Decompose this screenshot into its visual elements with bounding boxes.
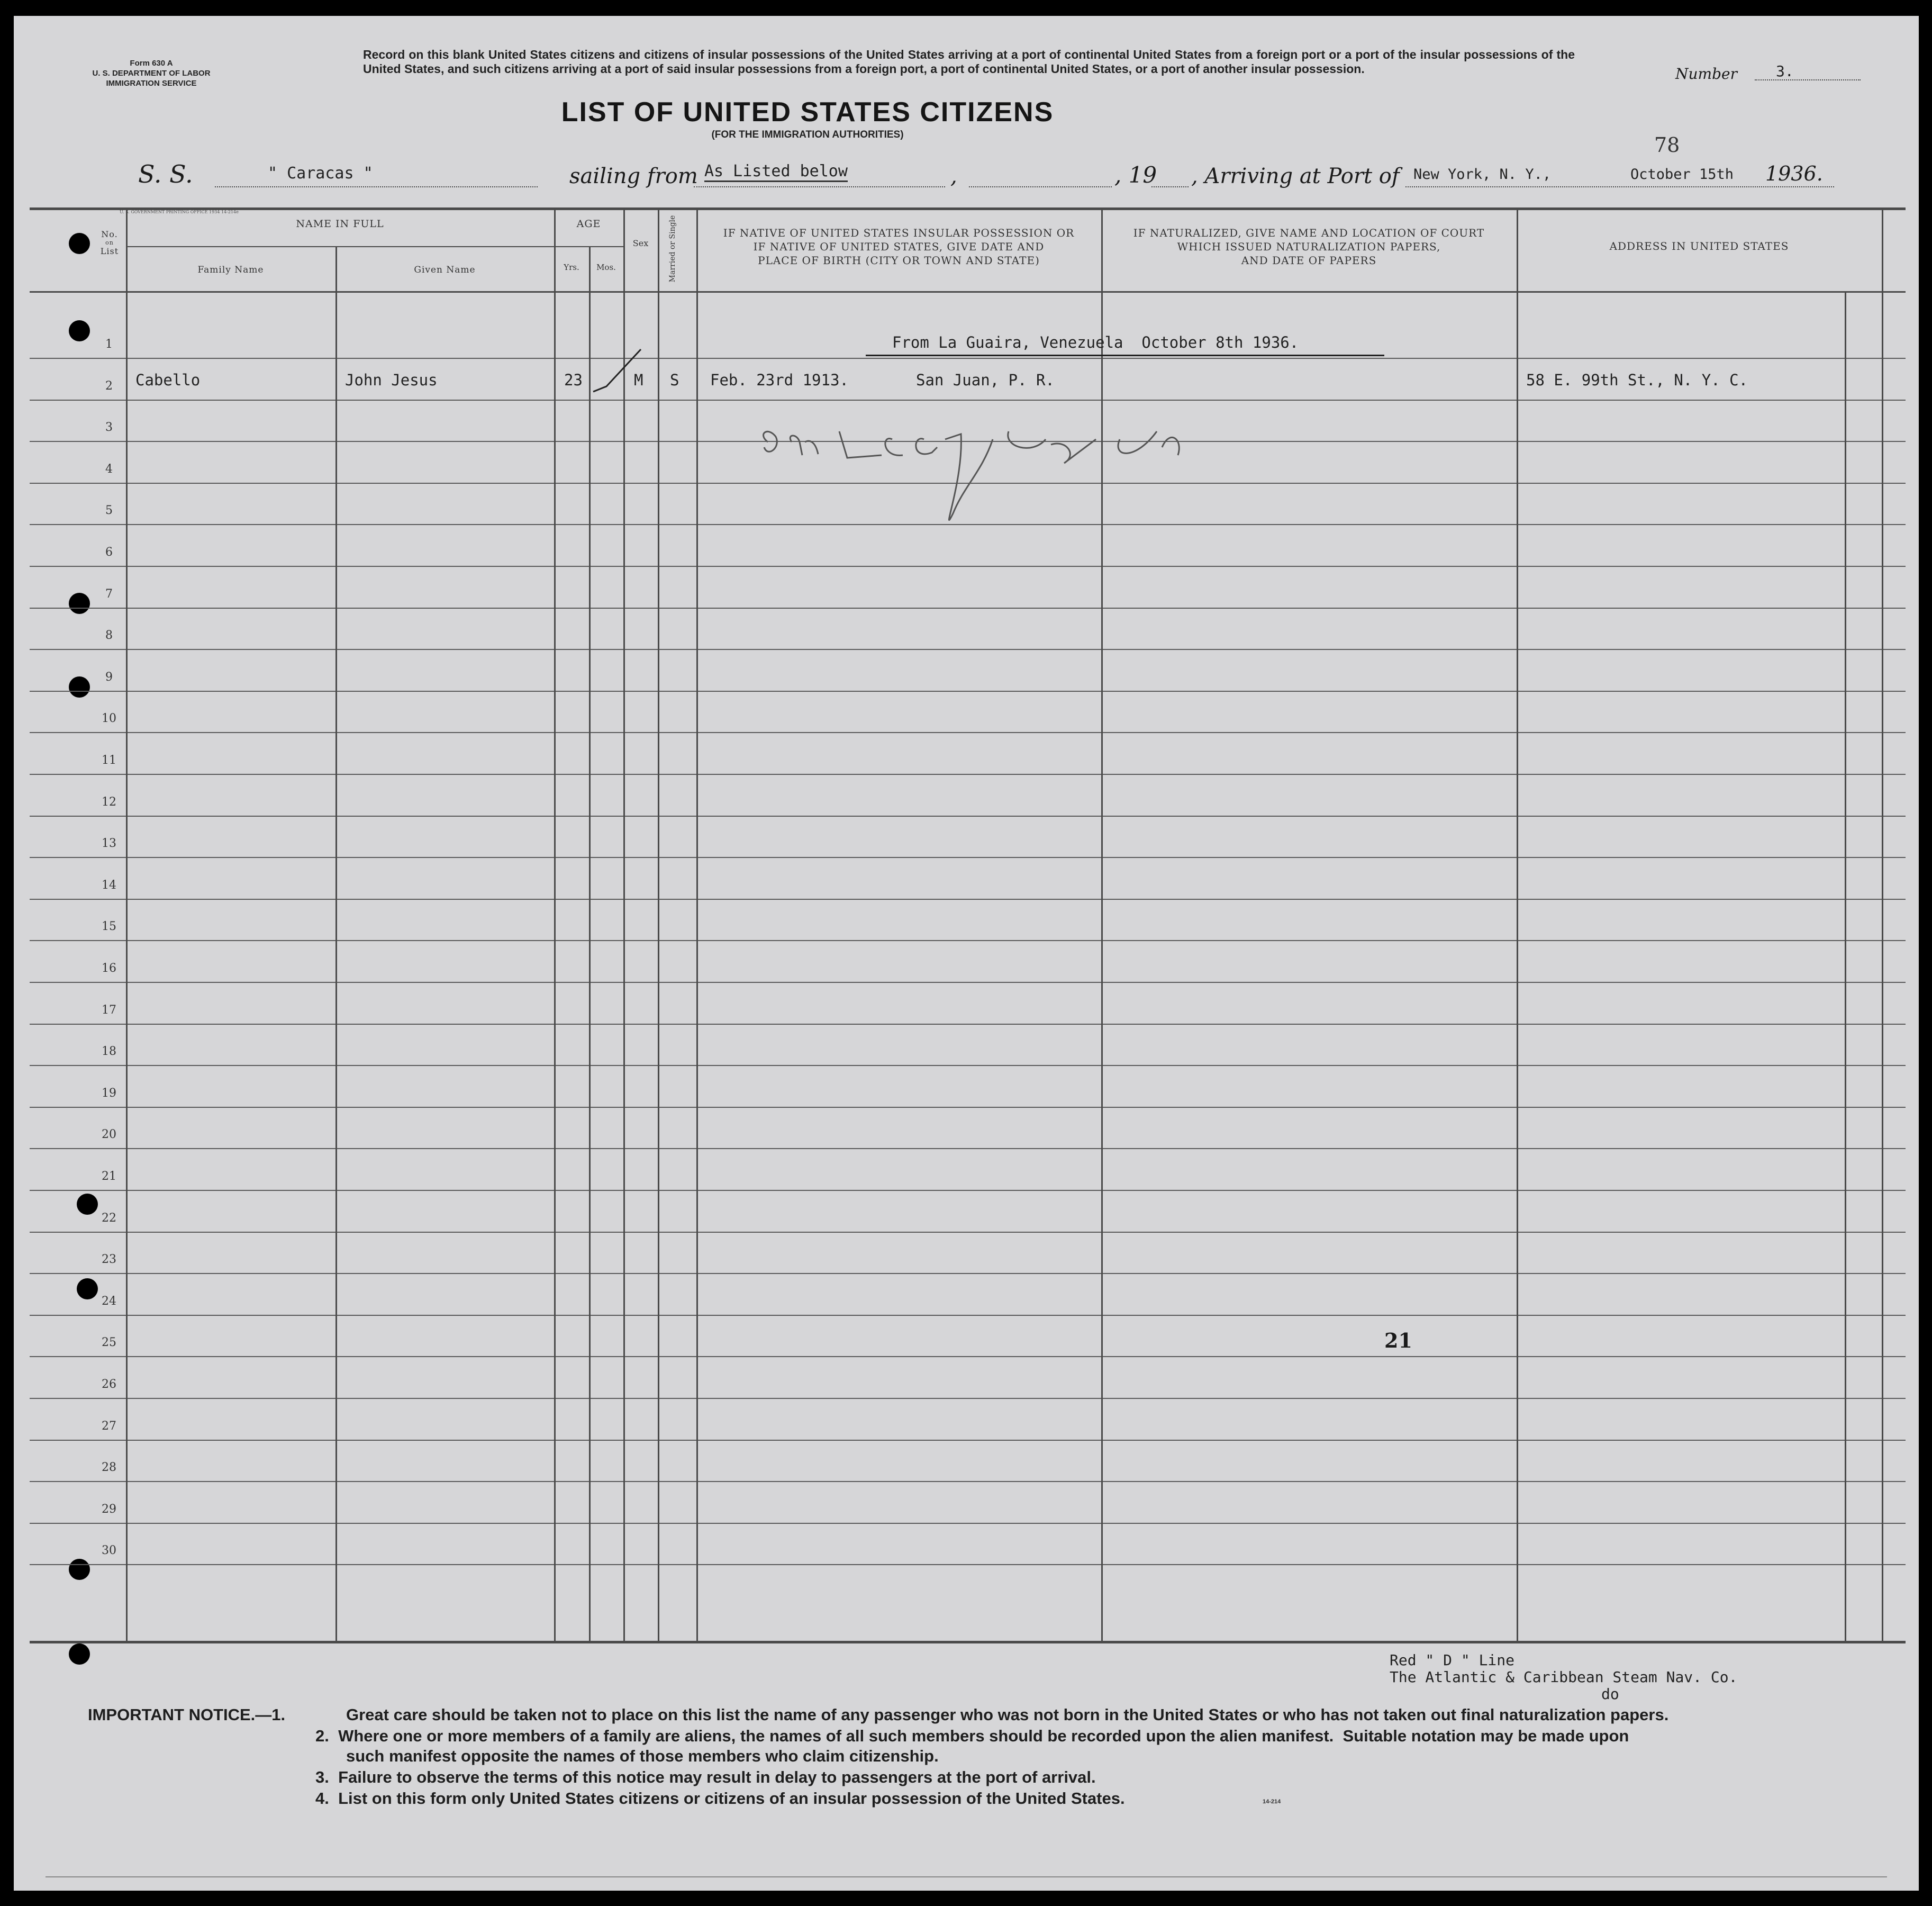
sex-cell: M <box>634 371 643 389</box>
row-number: 20 <box>102 1128 116 1141</box>
number-value: 3. <box>1776 62 1794 80</box>
company-ditto: do <box>1601 1685 1619 1703</box>
header-married-or-single: Married or Single <box>668 215 677 283</box>
row-number: 29 <box>102 1503 116 1516</box>
row-number: 11 <box>102 754 116 767</box>
row-number: 25 <box>102 1336 116 1349</box>
inspector-signature <box>764 431 1180 520</box>
manifest-page <box>14 16 1919 1891</box>
age-years-cell: 23 <box>564 371 583 389</box>
row-number: 9 <box>105 671 113 684</box>
comma: , <box>950 164 957 188</box>
header-native: IF NATIVE OF UNITED STATES INSULAR POSSESSION OR IF NATIVE OF UNITED STATES, GIVE DATE AND PLACE OF BIRTH (CITY OR TOWN AND STATE) <box>723 227 1075 267</box>
header-given-name: Given Name <box>414 265 476 275</box>
handwriting-layer <box>14 16 1919 1891</box>
row-number: 19 <box>102 1087 116 1100</box>
header-address: ADDRESS IN UNITED STATES <box>1609 240 1789 252</box>
sailing-from-value: As Listed below <box>704 162 848 182</box>
row-number: 8 <box>105 629 113 642</box>
page-edge <box>46 1876 1887 1877</box>
row-number: 2 <box>105 380 113 393</box>
ss-label: S. S. <box>138 160 193 188</box>
row-number: 28 <box>102 1461 116 1474</box>
notice-4: 4. List on this form only United States citizens or citizens of an insular possession of the United States. <box>315 1789 1125 1808</box>
header-yrs: Yrs. <box>564 263 579 272</box>
marital-cell: S <box>670 371 679 389</box>
sailing-from-label: sailing from <box>569 164 698 188</box>
row-number: 24 <box>102 1295 116 1308</box>
header-name-in-full: NAME IN FULL <box>296 218 384 230</box>
row-number: 3 <box>105 421 113 434</box>
row-number: 23 <box>102 1253 116 1266</box>
arrival-date-value: October 15th <box>1630 166 1734 183</box>
stamp-number: 21 <box>1384 1329 1412 1352</box>
row-number: 13 <box>102 837 116 850</box>
header-sex: Sex <box>632 238 649 248</box>
birth-place-cell: San Juan, P. R. <box>916 371 1055 389</box>
row-number: 22 <box>102 1212 116 1225</box>
row-number: 10 <box>102 712 116 725</box>
service: IMMIGRATION SERVICE <box>106 79 197 88</box>
port-value: New York, N. Y., <box>1413 166 1552 183</box>
company-name: The Atlantic & Caribbean Steam Nav. Co. <box>1390 1668 1738 1686</box>
notice-2: 2. Where one or more members of a family are aliens, the names of all such members should be recorded upon the alien manifest. Suitable notation may be made upon <box>315 1727 1629 1745</box>
year-label: , 19 <box>1114 162 1157 188</box>
row-number: 16 <box>102 962 116 975</box>
header-age: AGE <box>576 218 601 230</box>
row-number: 26 <box>102 1378 116 1391</box>
department: U. S. DEPARTMENT OF LABOR <box>92 69 211 78</box>
header-naturalized: IF NATURALIZED, GIVE NAME AND LOCATION OF COURT WHICH ISSUED NATURALIZATION PAPERS, AND DATE OF PAPERS <box>1133 227 1485 267</box>
row-number: 17 <box>102 1004 116 1017</box>
given-name-cell: John Jesus <box>345 371 438 389</box>
header-family-name: Family Name <box>197 265 264 275</box>
notice-1: Great care should be taken not to place on this list the name of any passenger who was not born in the United States or who has not taken out final naturalization papers. <box>346 1705 1669 1724</box>
notice-label: IMPORTANT NOTICE.—1. <box>88 1705 286 1724</box>
notice-3: 3. Failure to observe the terms of this notice may result in delay to passengers at the port of arrival. <box>315 1768 1096 1786</box>
form-instructions: Record on this blank United States citizens and citizens of insular possessions of the United States arriving at a port of continental United States from a foreign port or a port of the insular possessions of the United States, and such citizens arriving at a port of said insular possessions from a foreign port, a port of continental United States, or a port of another insular possession. <box>363 48 1575 76</box>
number-label: Number <box>1675 65 1737 83</box>
row-number: 21 <box>102 1170 116 1183</box>
age-check-mark <box>593 349 641 392</box>
row-number: 4 <box>105 463 113 476</box>
row-number: 5 <box>105 504 113 517</box>
row-number: 1 <box>105 338 113 351</box>
header-no-on-list: No. on List <box>100 229 119 256</box>
page-title: LIST OF UNITED STATES CITIZENS <box>561 97 1054 128</box>
form-code: 14-214 <box>1263 1799 1281 1805</box>
header-mos: Mos. <box>596 263 616 272</box>
row-number: 15 <box>102 920 116 933</box>
arriving-label: , Arriving at Port of <box>1191 164 1400 188</box>
arrival-year: 1936. <box>1765 162 1823 185</box>
departure-note: From La Guaira, Venezuela October 8th 1936. <box>892 333 1299 351</box>
row-number: 7 <box>105 588 113 601</box>
notice-2-cont: such manifest opposite the names of those members who claim citizenship. <box>346 1747 939 1765</box>
ship-name: " Caracas " <box>268 164 373 183</box>
family-name-cell: Cabello <box>135 371 201 389</box>
address-cell: 58 E. 99th St., N. Y. C. <box>1526 371 1748 389</box>
row-number: 14 <box>102 879 116 892</box>
form-number: Form 630 A <box>130 59 173 68</box>
row-number: 27 <box>102 1420 116 1433</box>
printer-note: U. S. GOVERNMENT PRINTING OFFICE 1934 14-214e <box>120 210 239 214</box>
row-number: 6 <box>105 546 113 559</box>
page-subtitle: (FOR THE IMMIGRATION AUTHORITIES) <box>711 129 904 140</box>
birth-date-cell: Feb. 23rd 1913. <box>710 371 849 389</box>
handwritten-page-number: 78 <box>1654 133 1680 157</box>
row-number: 12 <box>102 796 116 809</box>
row-number: 18 <box>102 1045 116 1058</box>
row-number: 30 <box>102 1544 116 1557</box>
line-name: Red " D " Line <box>1390 1651 1515 1669</box>
